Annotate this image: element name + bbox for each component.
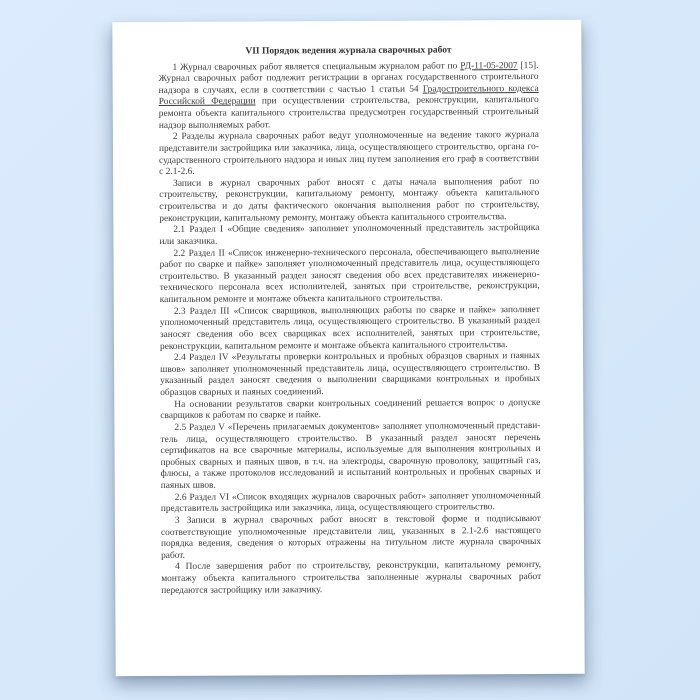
paragraph [159, 61, 539, 133]
paragraph [159, 247, 539, 307]
reference-link[interactable]: Градостроительного кодекса Российской Федерации [158, 83, 539, 108]
paragraph [160, 398, 540, 423]
paragraph-text: 2.5 Раздел V «Перечень прилагаемых документов» заполняет уполномоченный представитель лица, осуществляющего строительство. В указанный раздел заносят перечень сертификатов на все сварочные материалы, используемые для выполнения контрольных и пробных сварных и паяных швов, в т.ч. на электроды, сварочную проволоку, защитный газ, флюсы, а также протоколов исследований и испытаний контрольных и пробных сварных и паяных швов. [160, 420, 541, 492]
paragraph [160, 351, 540, 399]
paragraph [159, 223, 539, 248]
paragraph-text: [15]. Журнал сварочных работ подлежит регистрации в органах государственного строительного надзора в случаях, если в соответствии с частью 1 статьи 54 [158, 60, 539, 96]
paragraph-text: 2.6 Раздел VI «Список входящих журналов сварочных работ» заполняет уполномоченный представитель застройщика или заказчика, лица, осуществляющего строительство. [160, 490, 541, 515]
paragraph [161, 514, 541, 562]
paragraph-text: при осуществлении строительства, реконструкции, капитального ремонта объекта капитального строительства предусмотрен государственный строительный надзор выполняемых работ. [158, 95, 539, 131]
paragraph-text: 4 После завершения работ по строительству, реконструкции, капитальному ремонту, монтажу объекта капитального строительства заполненные журналы сварочных работ передаются застройщику или заказчику. [161, 560, 542, 596]
paragraph [159, 130, 539, 178]
document-content [112, 20, 584, 598]
document-page [112, 20, 584, 676]
paragraph [159, 177, 539, 225]
reference-link[interactable]: РД-11-05-2007 [460, 60, 518, 72]
paragraph [161, 491, 541, 516]
paragraph [161, 560, 541, 597]
paragraph [160, 305, 540, 353]
paragraph [160, 421, 540, 493]
document-body [159, 61, 542, 598]
paragraph-text: 1 Журнал сварочных работ является специальным журналом работ по [172, 61, 461, 73]
document-title: VII Порядок ведения журнала сварочных работ [245, 45, 452, 57]
paragraph-text: 2.1 Раздел I «Общие сведения» заполняет уполномоченный представитель застройщика или заказчика. [159, 223, 540, 247]
paragraph-text: 2.2 Раздел II «Список инженерно-технического персонала, обеспечивающего выполнение работ по сварке и пайке» заполняет уполномоченный представитель лица, осуществляющего строительство. В указанный раздел заносят сведения обо всех представителях инженерно-технического персонала всех исполнителей, занятых при строительстве, реконструкции, капитальном ремонте и монтаже объекта капитального строительства. [159, 246, 540, 306]
paragraph-text: 3 Записи в журнал сварочных работ вносят в текстовой форме и подписывают соответствующие уполномоченные представители лиц, указанных в 2.1-2.6 настоящего порядка ведения, сведения о которых отражены на титульном листе журнала сварочных работ. [160, 513, 542, 561]
paragraph-text: 2.4 Раздел IV «Результаты проверки контрольных и пробных образцов сварных и паяных швов» заполняет уполномоченный представитель лица, осуществляющего строительство. В указанный раздел заносят сведения о выполнении сварщиками контрольных и пробных образцов сварных и паяных соединений. [160, 351, 541, 399]
paragraph-text: Записи в журнал сварочных работ вносят с даты начала выполнения работ по строительству, реконструкции, капитальному ремонту, монтажу объекта капитального строительства и до даты фактического окончания выполнения работ по строительству, реконструкции, капитальному ремонту, монтажу объекта капитального строительства. [159, 176, 540, 224]
paragraph-text: На основании результатов сварки контрольных соединений решается вопрос о допуске сварщиков к работам по сварке и пайке. [160, 397, 541, 422]
paragraph-text: 2.3 Раздел III «Список сварщиков, выполняющих работы по сварке и пайке» заполняет уполномоченный представитель лица, осуществляющего строительство. В указанный раздел заносят сведения обо всех сварщиках всех исполнителей, занятых при строительстве, реконструкции, капитальном ремонте и монтаже объекта капитального строительства. [159, 304, 540, 352]
paragraph-text: 2 Разделы журнала сварочных работ ведут уполномоченные на ведение такого журнала представители застройщика или заказчика, лица, осуществляющего строительство, органа государственного строительного надзора и иных лиц путем заполнения его граф в соответствии с 2.1-2.6. [158, 130, 540, 178]
